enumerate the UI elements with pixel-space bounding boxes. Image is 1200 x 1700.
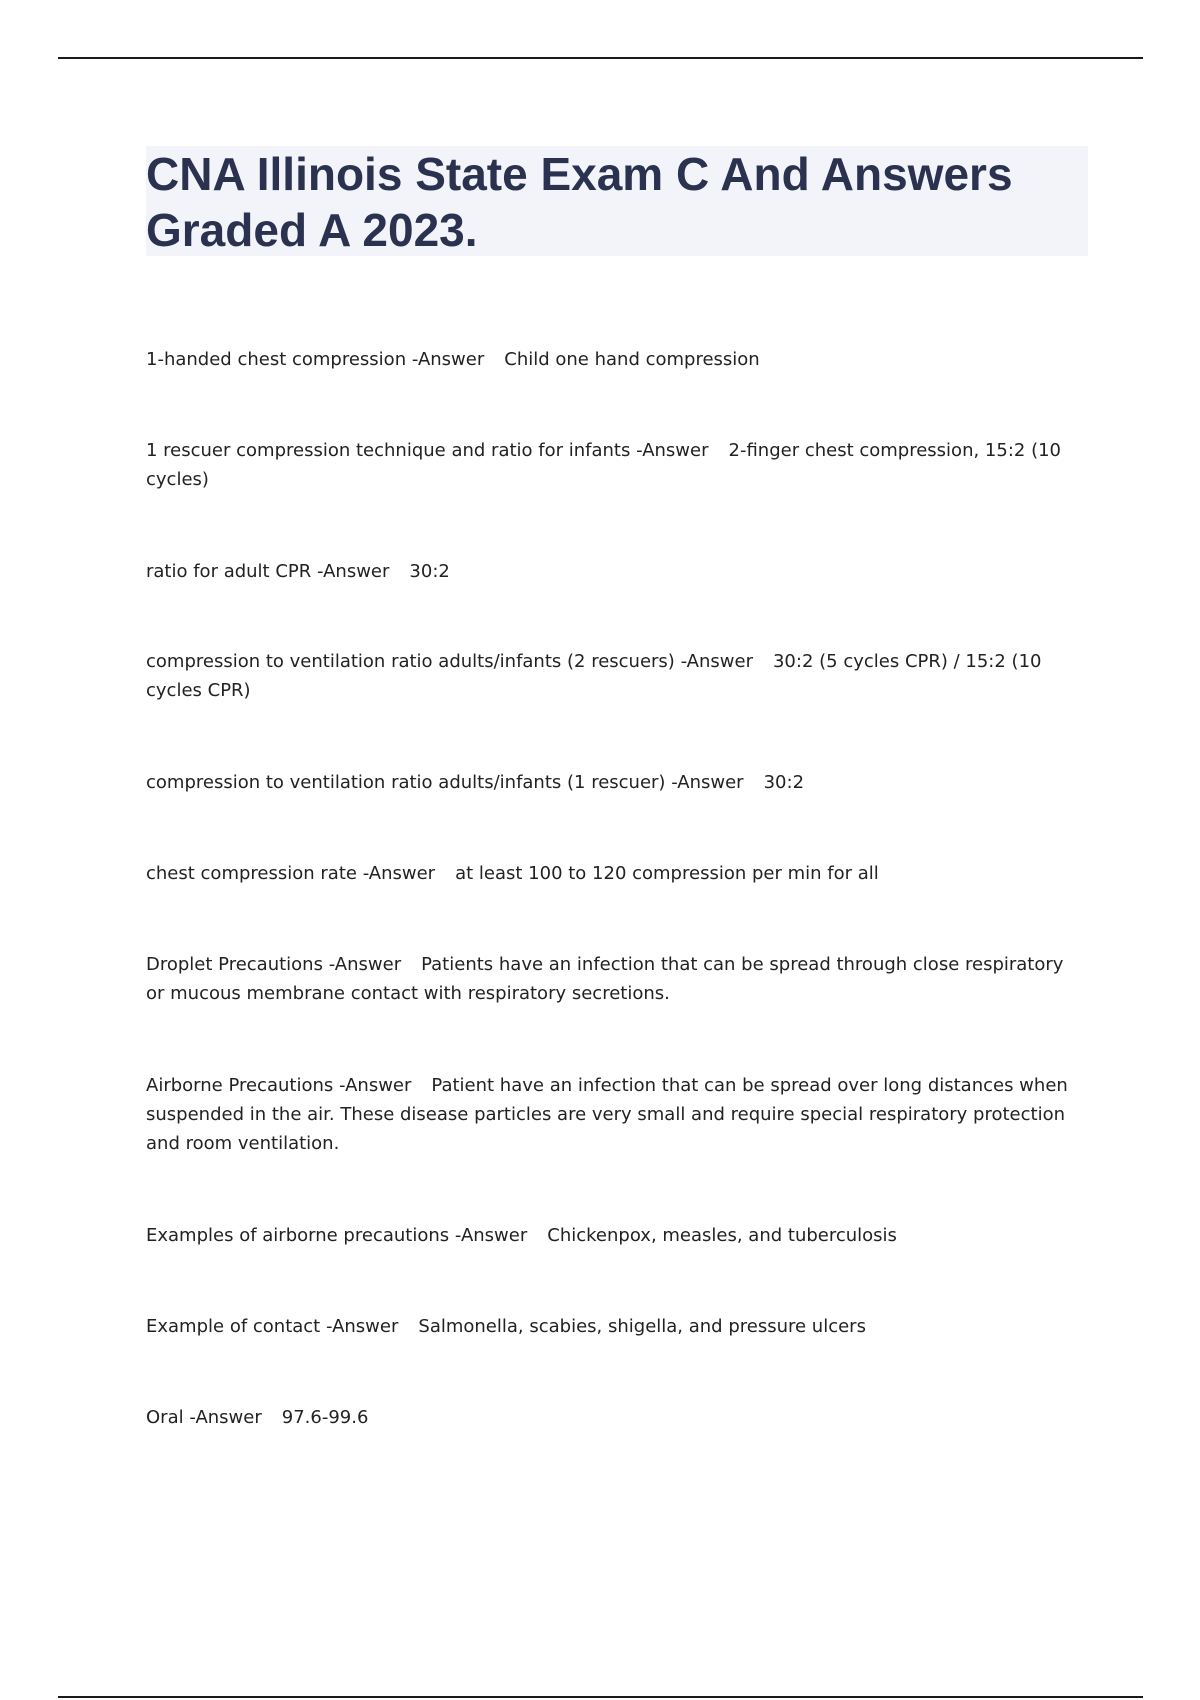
qa-answer: Chickenpox, measles, and tuberculosis [547,1225,897,1246]
answer-separator: -Answer [454,1225,528,1246]
answer-separator: -Answer [671,772,744,793]
qa-term: ratio for adult CPR [146,561,312,582]
qa-item [146,436,1086,494]
qa-item [146,859,1086,888]
top-rule [58,57,1143,59]
qa-term: Droplet Precautions [146,954,323,975]
qa-item [146,768,1086,797]
qa-term: compression to ventilation ratio adults/infants (1 rescuer) [146,772,666,793]
qa-answer: Patient have an infection that can be spread over long distances when suspended in the air. These disease particles are very small and require special respiratory protection and room ventilation. [146,1075,1068,1154]
qa-answer: 97.6-99.6 [281,1407,369,1428]
qa-answer: 2-finger chest compression, 15:2 (10 cycles) [146,440,1061,490]
answer-separator: -Answer [339,1075,412,1096]
answer-separator: -Answer [680,651,753,672]
document-title: CNA Illinois State Exam C And Answers Graded A 2023. [146,148,1013,256]
qa-item [146,1221,1086,1250]
qa-item [146,1403,1086,1432]
qa-term: 1-handed chest compression [146,349,407,370]
qa-item [146,950,1086,1008]
qa-item [146,345,1086,374]
qa-term: Airborne Precautions [146,1075,334,1096]
qa-item [146,557,1086,586]
qa-answer: 30:2 [409,561,450,582]
qa-term: Oral [146,1407,184,1428]
qa-answer: at least 100 to 120 compression per min for all [455,863,879,884]
bottom-rule [58,1696,1143,1698]
qa-answer: Salmonella, scabies, shigella, and pressure ulcers [418,1316,866,1337]
answer-separator: -Answer [636,440,709,461]
answer-separator: -Answer [317,561,390,582]
answer-separator: -Answer [411,349,485,370]
answer-separator: -Answer [362,863,436,884]
qa-item [146,647,1086,705]
qa-term: Examples of airborne precautions [146,1225,450,1246]
qa-answer: Child one hand compression [504,349,760,370]
answer-separator: -Answer [325,1316,399,1337]
qa-term: 1 rescuer compression technique and ratio for infants [146,440,631,461]
qa-term: compression to ventilation ratio adults/infants (2 rescuers) [146,651,675,672]
qa-answer: 30:2 [763,772,805,793]
qa-item [146,1312,1086,1341]
title-box [146,146,1088,256]
qa-answer: Patients have an infection that can be spread through close respiratory or mucous membrane contact with respiratory secretions. [146,954,1064,1004]
qa-item [146,1071,1086,1158]
answer-separator: -Answer [328,954,402,975]
qa-term: Example of contact [146,1316,321,1337]
answer-separator: -Answer [189,1407,262,1428]
qa-term: chest compression rate [146,863,357,884]
qa-answer: 30:2 (5 cycles CPR) / 15:2 (10 cycles CPR) [146,651,1042,701]
